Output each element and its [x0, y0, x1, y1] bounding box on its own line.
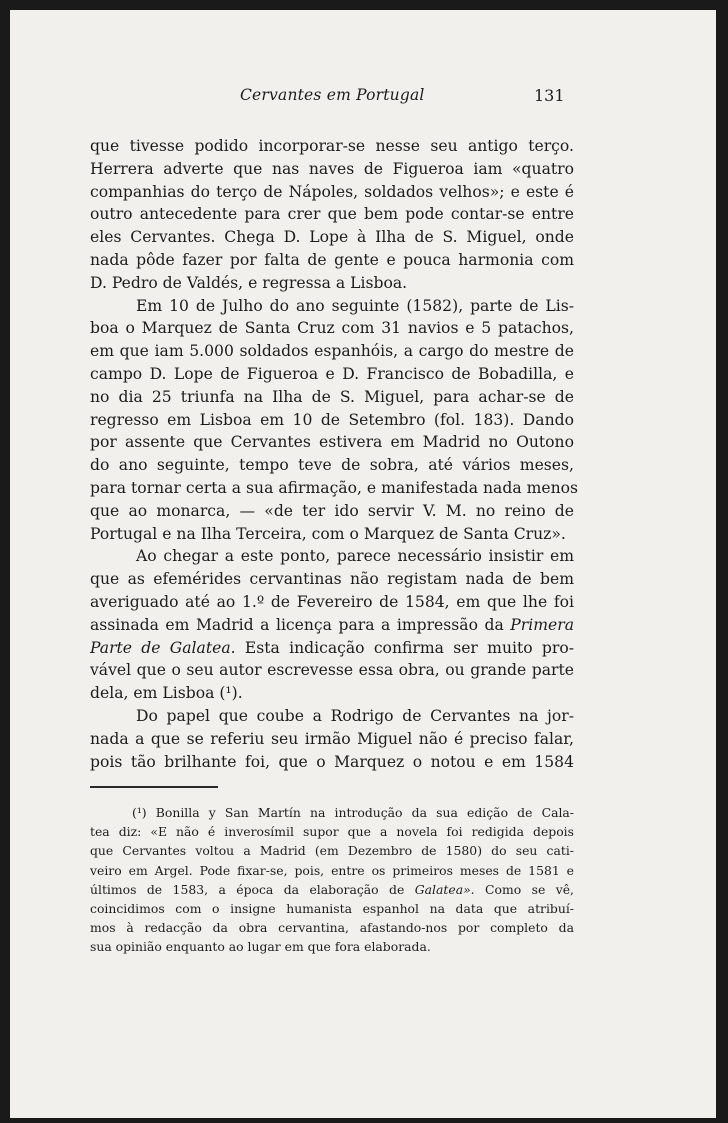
text-segment: últimos de 1583, a época da elaboração de — [90, 881, 405, 897]
text-line: que tivesse podido incorporar-se nesse seu antigo terço. — [90, 137, 574, 155]
page-number: 131 — [534, 86, 565, 105]
footnote-line: tea diz: «E não é inverosímil supor que a novela foi redigida depois — [90, 824, 574, 840]
text-segment: assinada em Madrid a licença para a impressão da — [90, 615, 504, 634]
text-line: averiguado até ao 1.º de Fevereiro de 1584, em que lhe foi — [90, 592, 574, 611]
text-line: dela, em Lisboa (¹). — [90, 684, 243, 703]
text-line: em que iam 5.000 soldados espanhóis, a cargo do mestre de — [90, 342, 574, 361]
text-line: vável que o seu autor escrevesse essa obra, ou grande parte — [90, 661, 574, 680]
footnote-line: (¹) Bonilla y San Martín na introdução da sua edição de Cala- — [132, 805, 574, 820]
text-line: regresso em Lisboa em 10 de Setembro (fol. 183). Dando — [90, 410, 574, 429]
text-line: nada a que se referiu seu irmão Miguel não é preciso falar, — [90, 729, 574, 748]
text-line: Portugal e na Ilha Terceira, com o Marquez de Santa Cruz». — [90, 524, 566, 543]
text-line: companhias do terço de Nápoles, soldados velhos»; e este é — [90, 182, 574, 201]
text-line: D. Pedro de Valdés, e regressa a Lisboa. — [90, 273, 408, 292]
text-line: outro antecedente para crer que bem pode contar-se entre — [90, 205, 574, 224]
running-title: Cervantes em Portugal — [240, 86, 425, 104]
footnote-line: sua opinião enquanto ao lugar em que fora elaborada. — [90, 939, 431, 955]
text-line — [90, 614, 574, 637]
footnote-line: que Cervantes voltou a Madrid (em Dezembro de 1580) do seu cati- — [90, 843, 574, 859]
footnote-line: mos à redacção da obra cervantina, afastando-nos por completo da — [90, 920, 574, 936]
paragraph-start: Ao chegar a este ponto, parece necessário insistir em — [136, 547, 574, 566]
book-title-italic: Primera — [510, 615, 574, 634]
book-title-italic: Parte de Galatea. — [90, 638, 236, 657]
text-line: boa o Marquez de Santa Cruz com 31 navios e 5 patachos, — [90, 319, 574, 338]
paragraph-start: Em 10 de Julho do ano seguinte (1582), parte de Lis- — [136, 296, 574, 315]
book-title-italic: Galatea». — [414, 881, 475, 897]
text-line: do ano seguinte, tempo teve de sobra, até vários meses, — [90, 456, 574, 475]
text-line: campo D. Lope de Figueroa e D. Francisco de Bobadilla, e — [90, 364, 574, 383]
text-line: para tornar certa a sua afirmação, e manifestada nada menos — [90, 478, 579, 497]
text-line: por assente que Cervantes estivera em Madrid no Outono — [90, 433, 574, 452]
text-line — [90, 637, 574, 660]
running-header — [10, 86, 716, 110]
text-segment: Esta indicação confirma ser muito pro- — [244, 638, 574, 657]
footnote-line — [90, 880, 574, 899]
footnote-line: coincidimos com o insigne humanista espanhol na data que atribuí- — [90, 900, 574, 916]
text-line: no dia 25 triunfa na Ilha de S. Miguel, para achar-se de — [90, 387, 574, 406]
footnote — [90, 803, 574, 957]
paragraph-start: Do papel que coube a Rodrigo de Cervantes na jor- — [136, 706, 574, 725]
text-line: que ao monarca, — «de ter ido servir V. M. no reino de — [90, 501, 574, 520]
text-line: que as efemérides cervantinas não registam nada de bem — [90, 570, 574, 589]
page — [10, 10, 716, 1118]
main-text — [90, 135, 579, 773]
footnote-divider — [90, 786, 218, 788]
text-line: nada pôde fazer por falta de gente e pouca harmonia com — [90, 250, 574, 269]
text-line: Herrera adverte que nas naves de Figueroa iam «quatro — [90, 159, 574, 178]
text-line: pois tão brilhante foi, que o Marquez o notou e em 1584 — [90, 752, 574, 771]
text-line: eles Cervantes. Chega D. Lope à Ilha de S. Miguel, onde — [90, 228, 574, 247]
text-segment: Como se vê, — [485, 881, 574, 897]
footnote-line: veiro em Argel. Pode fixar-se, pois, entre os primeiros meses de 1581 e — [90, 862, 574, 878]
